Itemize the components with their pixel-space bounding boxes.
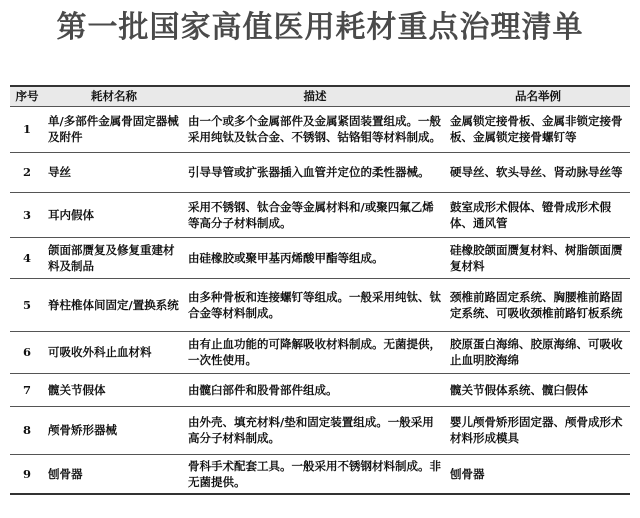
row-number: 3 bbox=[10, 192, 44, 237]
header-description: 描述 bbox=[184, 86, 446, 106]
row-examples: 刨骨器 bbox=[446, 454, 630, 494]
table-row bbox=[10, 454, 630, 494]
row-number: 1 bbox=[10, 106, 44, 152]
row-examples: 硅橡胶颌面赝复材料、树脂颌面赝复材料 bbox=[446, 237, 630, 278]
row-description: 由多种骨板和连接螺钉等组成。一般采用纯钛、钛合金等材料制成。 bbox=[184, 278, 446, 331]
row-name: 单/多部件金属骨固定器械及附件 bbox=[44, 106, 184, 152]
row-number: 2 bbox=[10, 152, 44, 192]
row-description: 由有止血功能的可降解吸收材料制成。无菌提供，一次性使用。 bbox=[184, 331, 446, 373]
row-description: 由一个或多个金属部件及金属紧固装置组成。一般采用纯钛及钛合金、不锈钢、钴铬钼等材料制成。 bbox=[184, 106, 446, 152]
row-number: 4 bbox=[10, 237, 44, 278]
row-name: 耳内假体 bbox=[44, 192, 184, 237]
row-description: 骨科手术配套工具。一般采用不锈钢材料制成。非无菌提供。 bbox=[184, 454, 446, 494]
row-name: 颅骨矫形器械 bbox=[44, 406, 184, 454]
header-serial: 序号 bbox=[10, 86, 44, 106]
row-description: 由髋臼部件和股骨部件组成。 bbox=[184, 373, 446, 406]
table-row bbox=[10, 237, 630, 278]
row-examples: 胶原蛋白海绵、胶原海绵、可吸收止血明胶海绵 bbox=[446, 331, 630, 373]
table-row bbox=[10, 373, 630, 406]
row-number: 6 bbox=[10, 331, 44, 373]
row-examples: 婴儿颅骨矫形固定器、颅骨成形术材料形成模具 bbox=[446, 406, 630, 454]
header-examples: 品名举例 bbox=[446, 86, 630, 106]
row-examples: 鼓室成形术假体、镫骨成形术假体、通风管 bbox=[446, 192, 630, 237]
row-description: 引导导管或扩张器插入血管并定位的柔性器械。 bbox=[184, 152, 446, 192]
row-number: 8 bbox=[10, 406, 44, 454]
table-row bbox=[10, 192, 630, 237]
row-examples: 髋关节假体系统、髋臼假体 bbox=[446, 373, 630, 406]
row-examples: 金属锁定接骨板、金属非锁定接骨板、金属锁定接骨螺钉等 bbox=[446, 106, 630, 152]
row-name: 刨骨器 bbox=[44, 454, 184, 494]
row-description: 采用不锈钢、钛合金等金属材料和/或聚四氟乙烯等高分子材料制成。 bbox=[184, 192, 446, 237]
table-header-row bbox=[10, 86, 630, 106]
row-number: 9 bbox=[10, 454, 44, 494]
row-name: 可吸收外科止血材料 bbox=[44, 331, 184, 373]
row-examples: 颈椎前路固定系统、胸腰椎前路固定系统、可吸收颈椎前路钉板系统 bbox=[446, 278, 630, 331]
row-name: 髋关节假体 bbox=[44, 373, 184, 406]
table-row bbox=[10, 278, 630, 331]
row-description: 由外壳、填充材料/垫和固定装置组成。一般采用高分子材料制成。 bbox=[184, 406, 446, 454]
row-name: 颌面部赝复及修复重建材料及制品 bbox=[44, 237, 184, 278]
page-title: 第一批国家高值医用耗材重点治理清单 bbox=[56, 10, 584, 45]
table-row bbox=[10, 406, 630, 454]
row-number: 5 bbox=[10, 278, 44, 331]
header-name: 耗材名称 bbox=[44, 86, 184, 106]
row-name: 脊柱椎体间固定/置换系统 bbox=[44, 278, 184, 331]
table-row bbox=[10, 331, 630, 373]
row-examples: 硬导丝、软头导丝、肾动脉导丝等 bbox=[446, 152, 630, 192]
consumables-table bbox=[10, 85, 630, 495]
row-description: 由硅橡胶或聚甲基丙烯酸甲酯等组成。 bbox=[184, 237, 446, 278]
row-number: 7 bbox=[10, 373, 44, 406]
table-container bbox=[10, 85, 630, 495]
table-row bbox=[10, 106, 630, 152]
row-name: 导丝 bbox=[44, 152, 184, 192]
table-row bbox=[10, 152, 630, 192]
